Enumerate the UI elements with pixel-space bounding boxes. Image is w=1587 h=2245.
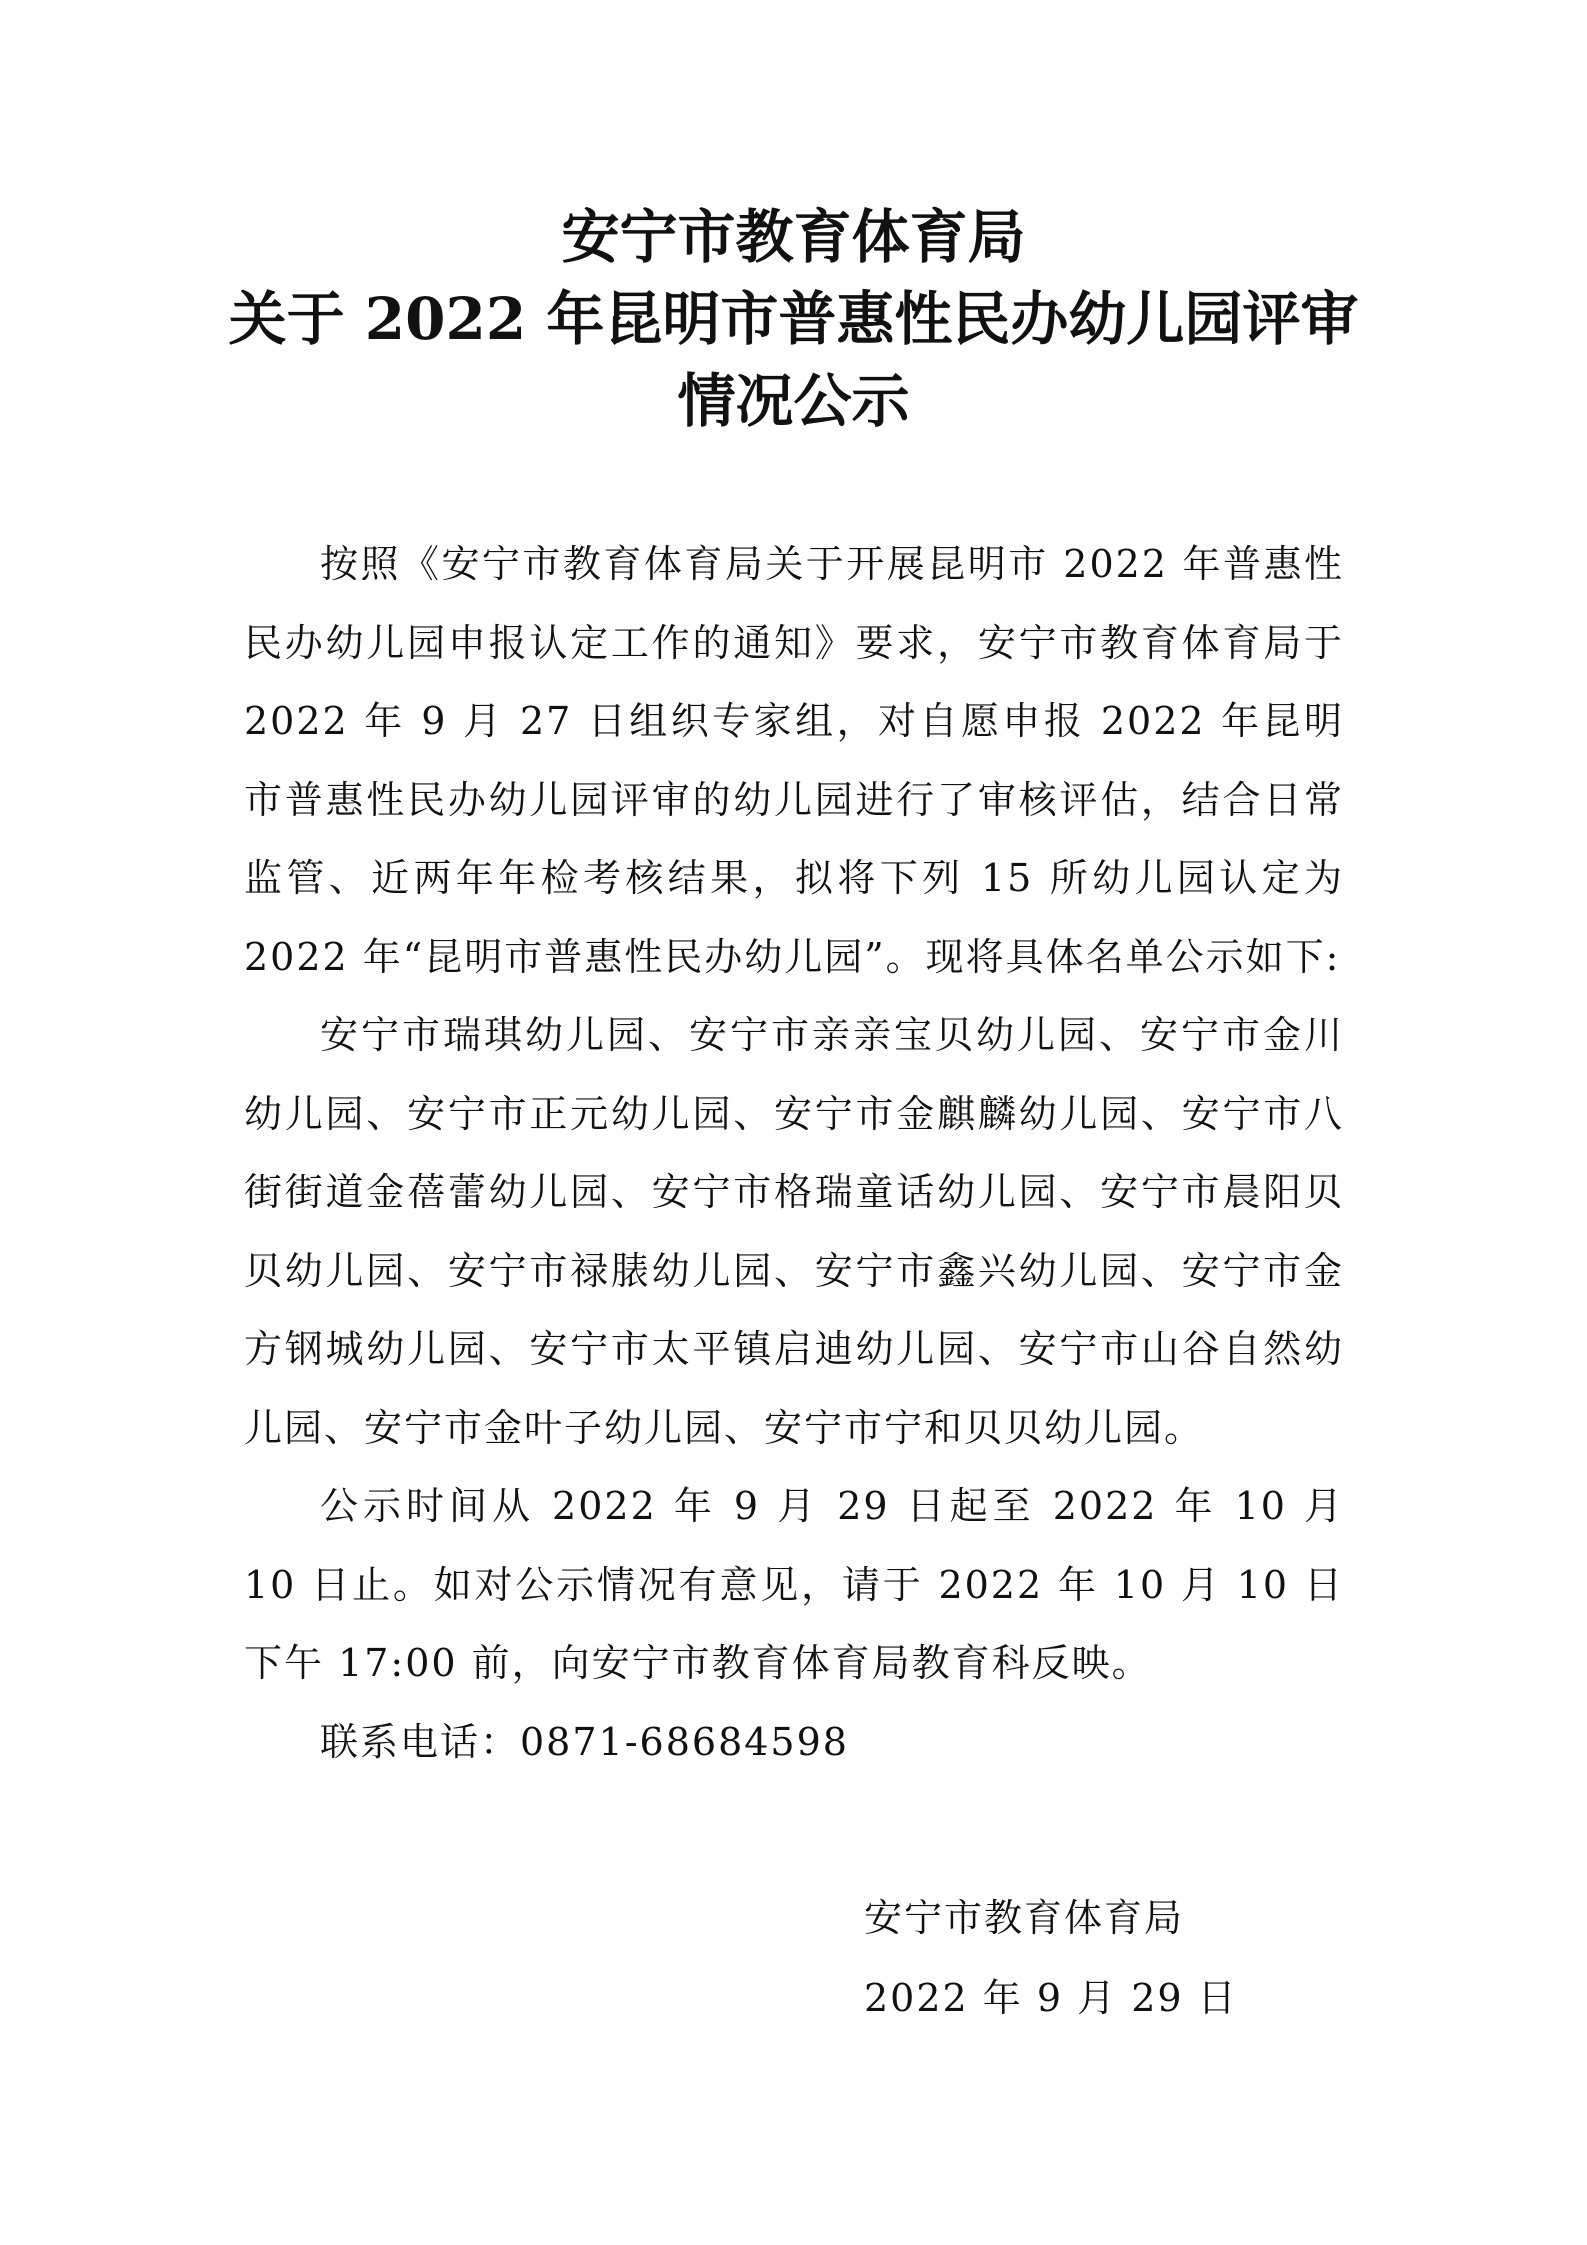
signature-date: 2022 年 9 月 29 日 <box>864 1976 1238 2020</box>
signature-block <box>864 1878 1238 2038</box>
title-line-1: 安宁市教育体育局 <box>561 203 1026 271</box>
signature-org: 安宁市教育体育局 <box>864 1896 1185 1940</box>
document-body <box>244 525 1344 1781</box>
title-line-2: 关于 2022 年昆明市普惠性民办幼儿园评审 <box>228 285 1359 353</box>
publicity-period-paragraph: 公示时间从 2022 年 9 月 29 日起至 2022 年 10 月 10 日止。如对公示情况有意见，请于 2022 年 10 月 10 日下午 17:00 前，向安宁市教育体育局教育科反映。 <box>244 1484 1344 1685</box>
kindergarten-list-paragraph: 安宁市瑞琪幼儿园、安宁市亲亲宝贝幼儿园、安宁市金川幼儿园、安宁市正元幼儿园、安宁市金麒麟幼儿园、安宁市八街街道金蓓蕾幼儿园、安宁市格瑞童话幼儿园、安宁市晨阳贝贝幼儿园、安宁市禄脿幼儿园、安宁市鑫兴幼儿园、安宁市金方钢城幼儿园、安宁市太平镇启迪幼儿园、安宁市山谷自然幼儿园、安宁市金叶子幼儿园、安宁市宁和贝贝幼儿园。 <box>244 1013 1344 1450</box>
contact-phone: 联系电话：0871-68684598 <box>320 1719 849 1764</box>
title-line-3: 情况公示 <box>677 367 910 435</box>
intro-paragraph: 按照《安宁市教育体育局关于开展昆明市 2022 年普惠性民办幼儿园申报认定工作的通知》要求，安宁市教育体育局于 2022 年 9 月 27 日组织专家组，对自愿申报 2022 年昆明市普惠性民办幼儿园评审的幼儿园进行了审核评估，结合日常监管、近两年年检考核结果，拟将下列 15 所幼儿园认定为 2022 年“昆明市普惠性民办幼儿园”。现将具体名单公示如下: <box>244 542 1344 979</box>
document-title <box>200 196 1387 442</box>
